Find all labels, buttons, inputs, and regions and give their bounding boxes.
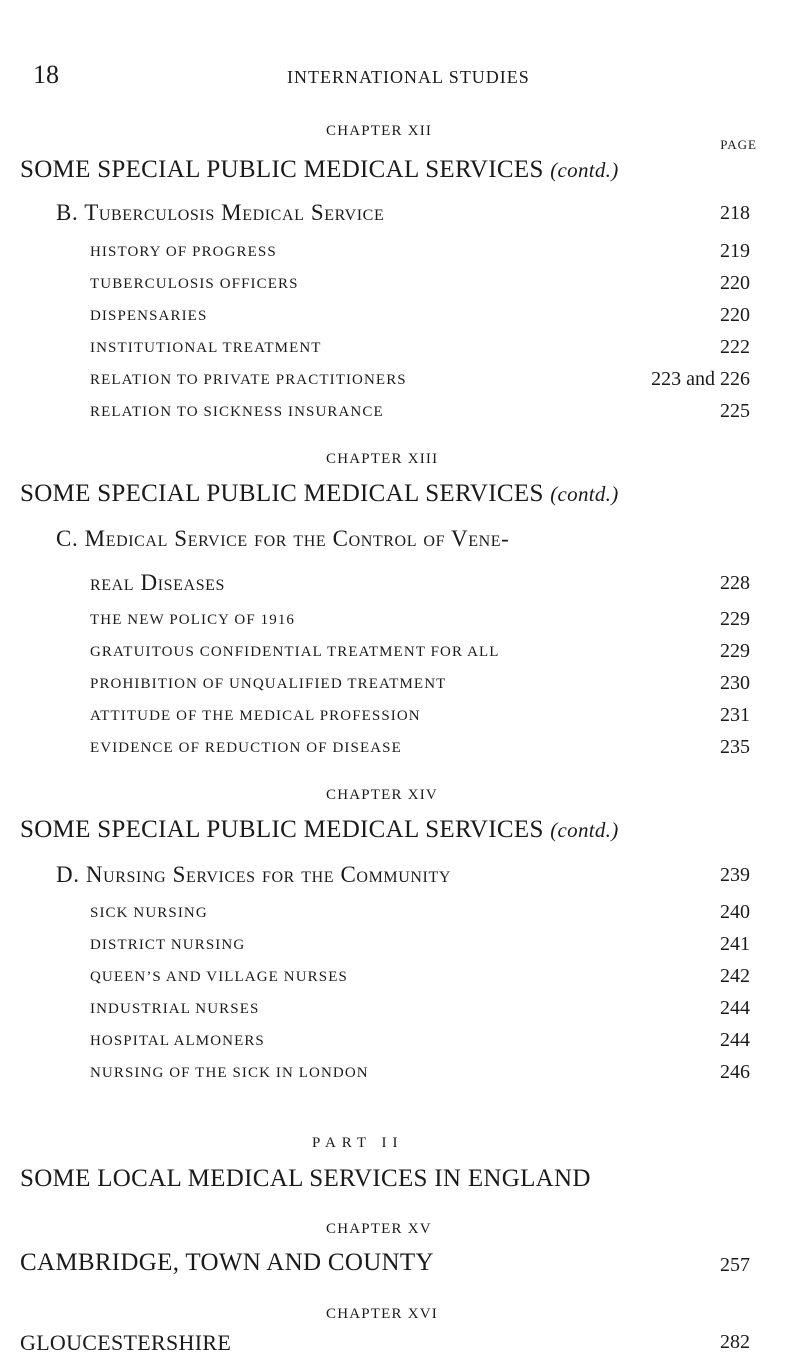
toc-entry: INDUSTRIAL NURSES bbox=[90, 1001, 260, 1017]
toc-entry: GRATUITOUS CONFIDENTIAL TREATMENT FOR ALL bbox=[90, 644, 500, 660]
toc-page: 231 bbox=[720, 704, 750, 726]
toc-entry: INSTITUTIONAL TREATMENT bbox=[90, 340, 322, 356]
section-heading: C. Medical Service for the Control of Vene- bbox=[56, 526, 510, 551]
chapter-label: CHAPTER XII bbox=[326, 123, 433, 139]
page-column-label: PAGE bbox=[720, 137, 757, 152]
page-number: 18 bbox=[33, 60, 59, 89]
chapter-page: 282 bbox=[720, 1331, 750, 1353]
toc-entry: EVIDENCE OF REDUCTION OF DISEASE bbox=[90, 740, 402, 756]
toc-page: 246 bbox=[720, 1061, 750, 1083]
toc-entry: ATTITUDE OF THE MEDICAL PROFESSION bbox=[90, 708, 421, 724]
section-heading-continued: real Diseases bbox=[90, 570, 226, 595]
section-page: 239 bbox=[720, 864, 750, 886]
part-title: SOME LOCAL MEDICAL SERVICES IN ENGLAND bbox=[20, 1165, 591, 1192]
toc-entry: QUEEN’S AND VILLAGE NURSES bbox=[90, 969, 348, 985]
toc-entry: HISTORY OF PROGRESS bbox=[90, 244, 277, 260]
chapter-label: CHAPTER XIII bbox=[326, 451, 439, 467]
toc-entry: PROHIBITION OF UNQUALIFIED TREATMENT bbox=[90, 676, 447, 692]
toc-page: 223 and 226 bbox=[651, 368, 750, 390]
toc-page: 235 bbox=[720, 736, 750, 758]
chapter-label: CHAPTER XIV bbox=[326, 787, 438, 803]
chapter-label: CHAPTER XV bbox=[326, 1221, 432, 1237]
toc-entry: RELATION TO PRIVATE PRACTITIONERS bbox=[90, 372, 407, 388]
running-title: INTERNATIONAL STUDIES bbox=[287, 67, 530, 87]
toc-page: 220 bbox=[720, 272, 750, 294]
toc-page: 222 bbox=[720, 336, 750, 358]
toc-entry: TUBERCULOSIS OFFICERS bbox=[90, 276, 299, 292]
section-heading: D. Nursing Services for the Community bbox=[56, 862, 452, 887]
part-label: PART II bbox=[312, 1135, 404, 1151]
toc-page: 242 bbox=[720, 965, 750, 987]
chapter-label: CHAPTER XVI bbox=[326, 1306, 438, 1322]
chapter-title: SOME SPECIAL PUBLIC MEDICAL SERVICES (contd.) bbox=[20, 480, 619, 507]
toc-page: 220 bbox=[720, 304, 750, 326]
chapter-title: CAMBRIDGE, TOWN AND COUNTY bbox=[20, 1249, 434, 1276]
chapter-page: 257 bbox=[720, 1254, 750, 1276]
chapter-title: SOME SPECIAL PUBLIC MEDICAL SERVICES (contd.) bbox=[20, 816, 619, 843]
toc-page: 240 bbox=[720, 901, 750, 923]
section-heading: B. Tuberculosis Medical Service bbox=[56, 200, 385, 225]
section-page: 218 bbox=[720, 202, 750, 224]
toc-page: 244 bbox=[720, 1029, 750, 1051]
toc-entry: RELATION TO SICKNESS INSURANCE bbox=[90, 404, 384, 420]
toc-entry: DISTRICT NURSING bbox=[90, 937, 246, 953]
toc-entry: THE NEW POLICY OF 1916 bbox=[90, 612, 296, 628]
chapter-title: SOME SPECIAL PUBLIC MEDICAL SERVICES (contd.) bbox=[20, 156, 619, 183]
toc-entry: SICK NURSING bbox=[90, 905, 208, 921]
section-page: 228 bbox=[720, 572, 750, 594]
toc-page: 241 bbox=[720, 933, 750, 955]
toc-page: 225 bbox=[720, 400, 750, 422]
toc-page: 229 bbox=[720, 640, 750, 662]
toc-entry: HOSPITAL ALMONERS bbox=[90, 1033, 265, 1049]
chapter-title: GLOUCESTERSHIRE bbox=[20, 1330, 232, 1355]
toc-entry: DISPENSARIES bbox=[90, 308, 208, 324]
toc-page: 229 bbox=[720, 608, 750, 630]
toc-entry: NURSING OF THE SICK IN LONDON bbox=[90, 1065, 369, 1081]
toc-page: 230 bbox=[720, 672, 750, 694]
toc-page: 219 bbox=[720, 240, 750, 262]
toc-page: 244 bbox=[720, 997, 750, 1019]
